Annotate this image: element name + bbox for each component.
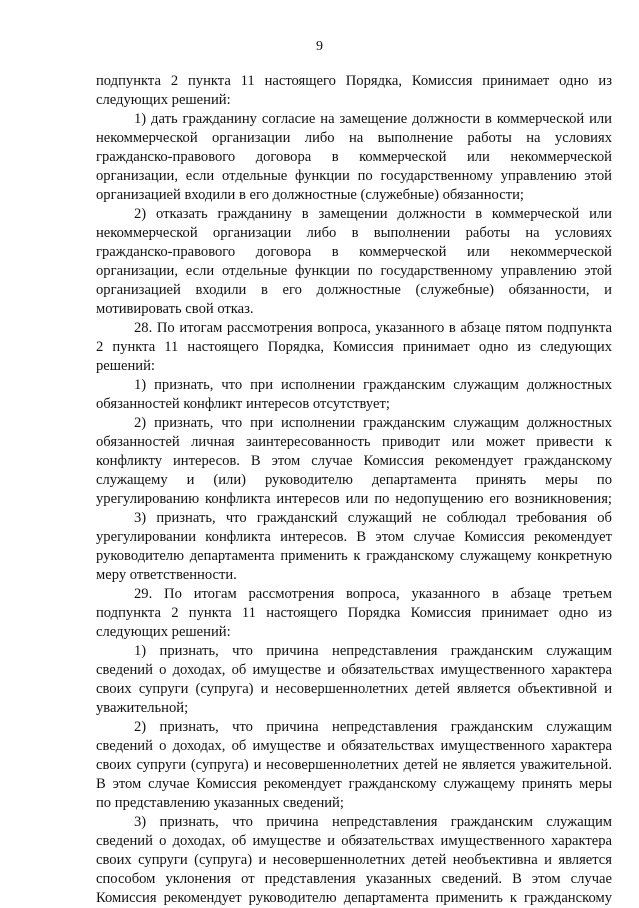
text-line: организации, если отдельные функции по государственному управлению этой xyxy=(96,168,612,184)
text-line: следующих решений: xyxy=(96,624,231,640)
text-line: В этом случае Комиссия рекомендует гражданскому служащему принять меры xyxy=(96,776,612,792)
text-line: организации, если отдельные функции по государственному управлению этой xyxy=(96,263,612,279)
text-line: решений: xyxy=(96,358,155,374)
text-line: своих супруги (супруга) и несовершеннолетних детей не является уважительной. xyxy=(96,757,612,773)
text-line: 2 пункта 11 настоящего Порядка, Комиссия принимает одно из следующих xyxy=(96,339,612,355)
text-line: меру ответственности. xyxy=(96,567,237,583)
text-line: сведений о доходах, об имуществе и обязательствах имущественного характера xyxy=(96,833,612,849)
text-line: мотивировать свой отказ. xyxy=(96,301,254,317)
text-line: 1) дать гражданину согласие на замещение должности в коммерческой или xyxy=(134,111,612,127)
text-line: подпункта 2 пункта 11 настоящего Порядка, Комиссия принимает одно из xyxy=(96,73,612,89)
page-number: 9 xyxy=(316,39,323,54)
text-line: уважительной; xyxy=(96,700,189,716)
text-line: 3) признать, что гражданский служащий не соблюдал требования об xyxy=(134,510,612,526)
text-line: 2) признать, что при исполнении гражданским служащим должностных xyxy=(134,415,612,431)
document-body xyxy=(96,72,612,908)
text-line: своих супруги (супруга) и несовершеннолетних детей является объективной и xyxy=(96,681,612,697)
text-line: подпункта 2 пункта 11 настоящего Порядка Комиссия принимает одно из xyxy=(96,605,612,621)
text-line: обязанностей конфликт интересов отсутствует; xyxy=(96,396,390,412)
text-line: способом уклонения от представления указанных сведений. В этом случае xyxy=(96,871,612,887)
text-line: урегулированию конфликта интересов или по недопущению его возникновения; xyxy=(96,491,612,507)
text-line: по представлению указанных сведений; xyxy=(96,795,344,811)
text-line: некоммерческой организации либо в выполнении работы на условиях xyxy=(96,225,612,241)
text-line: некоммерческой организации либо на выполнение работы на условиях xyxy=(96,130,612,146)
text-line: 1) признать, что при исполнении гражданским служащим должностных xyxy=(134,377,612,393)
text-line: 3) признать, что причина непредставления гражданским служащим xyxy=(134,814,612,830)
text-line: 28. По итогам рассмотрения вопроса, указанного в абзаце пятом подпункта xyxy=(134,320,612,336)
text-line: следующих решений: xyxy=(96,92,231,108)
text-line: 29. По итогам рассмотрения вопроса, указанного в абзаце третьем xyxy=(134,586,612,602)
text-line: гражданско-правового договора в коммерческой или некоммерческой xyxy=(96,244,612,260)
text-line: организацией входили в его должностные (служебные) обязанности, и xyxy=(96,282,612,298)
text-line: сведений о доходах, об имуществе и обязательствах имущественного характера xyxy=(96,662,612,678)
text-line: служащему и (или) руководителю департамента принять меры по xyxy=(96,472,612,488)
text-line: сведений о доходах, об имуществе и обязательствах имущественного характера xyxy=(96,738,612,754)
text-line: руководителю департамента применить к гражданскому служащему конкретную xyxy=(96,548,612,564)
text-line: обязанностей личная заинтересованность приводит или может привести к xyxy=(96,434,612,450)
text-line: 2) признать, что причина непредставления гражданским служащим xyxy=(134,719,612,735)
text-line: 2) отказать гражданину в замещении должности в коммерческой или xyxy=(134,206,612,222)
text-line: организацией входили в его должностные (служебные) обязанности; xyxy=(96,187,524,203)
text-line: Комиссия рекомендует руководителю департамента применить к гражданскому xyxy=(96,890,612,906)
text-line: 1) признать, что причина непредставления гражданским служащим xyxy=(134,643,612,659)
text-line: гражданско-правового договора в коммерческой или некоммерческой xyxy=(96,149,612,165)
text-line: урегулировании конфликта интересов. В этом случае Комиссия рекомендует xyxy=(96,529,612,545)
text-line: конфликту интересов. В этом случае Комиссия рекомендует гражданскому xyxy=(96,453,612,469)
text-line: своих супруги (супруга) и несовершеннолетних детей необъективна и является xyxy=(96,852,612,868)
